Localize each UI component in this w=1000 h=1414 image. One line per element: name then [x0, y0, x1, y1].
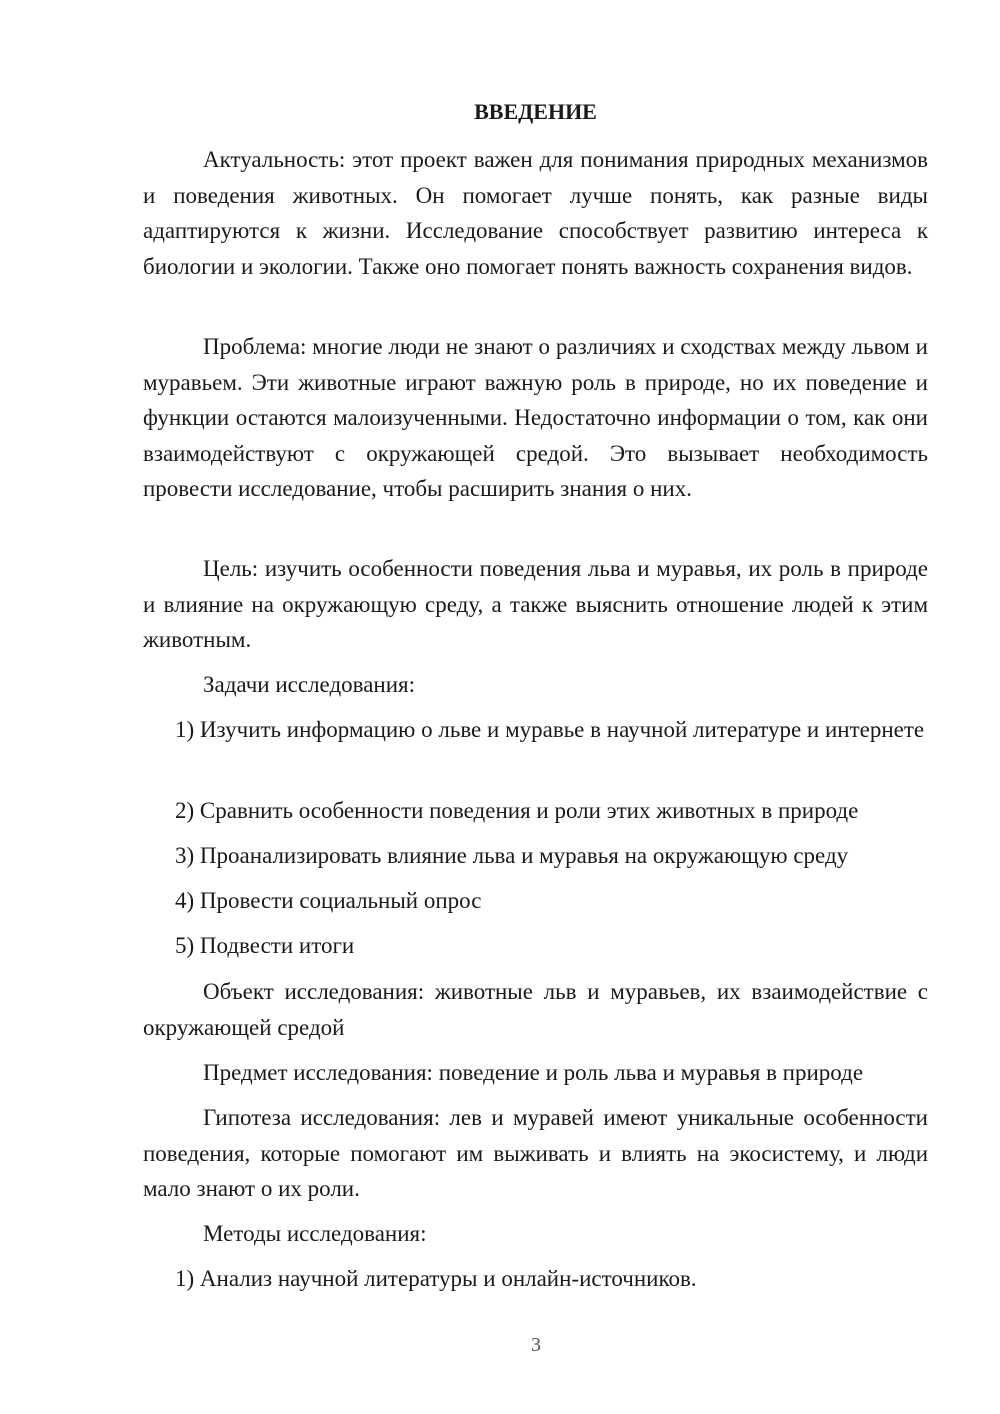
goal-paragraph: Цель: изучить особенности поведения льва и муравья, их роль в природе и влияние на окружающую среду, а также выяснить отношение людей к этим животным. — [143, 556, 928, 652]
task-item-1: 1) Изучить информацию о льве и муравье в научной литературе и интернете — [175, 717, 925, 742]
subject-paragraph: Предмет исследования: поведение и роль льва и муравья в природе — [203, 1060, 864, 1085]
task-item-4: 4) Провести социальный опрос — [175, 888, 482, 913]
page-number: 3 — [531, 1334, 541, 1356]
page-title: ВВЕДЕНИЕ — [474, 99, 597, 124]
task-item-3: 3) Проанализировать влияние льва и муравья на окружающую среду — [175, 843, 849, 868]
task-item-5: 5) Подвести итоги — [175, 933, 355, 958]
method-item-1: 1) Анализ научной литературы и онлайн-источников. — [175, 1266, 697, 1291]
methods-heading: Методы исследования: — [203, 1221, 427, 1246]
problem-paragraph: Проблема: многие люди не знают о различиях и сходствах между львом и муравьем. Эти животные играют важную роль в природе, но их поведение и функции остаются малоизученными. Недостаточно информации о том, как они взаимодействуют с окружающей средой. Это вызывает необходимость провести исследование, чтобы расширить знания о них. — [143, 334, 928, 501]
hypothesis-paragraph: Гипотеза исследования: лев и муравей имеют уникальные особенности поведения, которые помогают им выживать и влиять на экосистему, и люди мало знают о их роли. — [143, 1105, 928, 1201]
relevance-paragraph: Актуальность: этот проект важен для понимания природных механизмов и поведения животных. Он помогает лучше понять, как разные виды адаптируются к жизни. Исследование способствует развитию интереса к биологии и экологии. Также оно помогает понять важность сохранения видов. — [143, 147, 928, 279]
tasks-heading: Задачи исследования: — [203, 672, 416, 697]
object-paragraph: Объект исследования: животные льв и муравьев, их взаимодействие с окружающей средой — [143, 979, 928, 1040]
task-item-2: 2) Сравнить особенности поведения и роли этих животных в природе — [175, 798, 859, 823]
